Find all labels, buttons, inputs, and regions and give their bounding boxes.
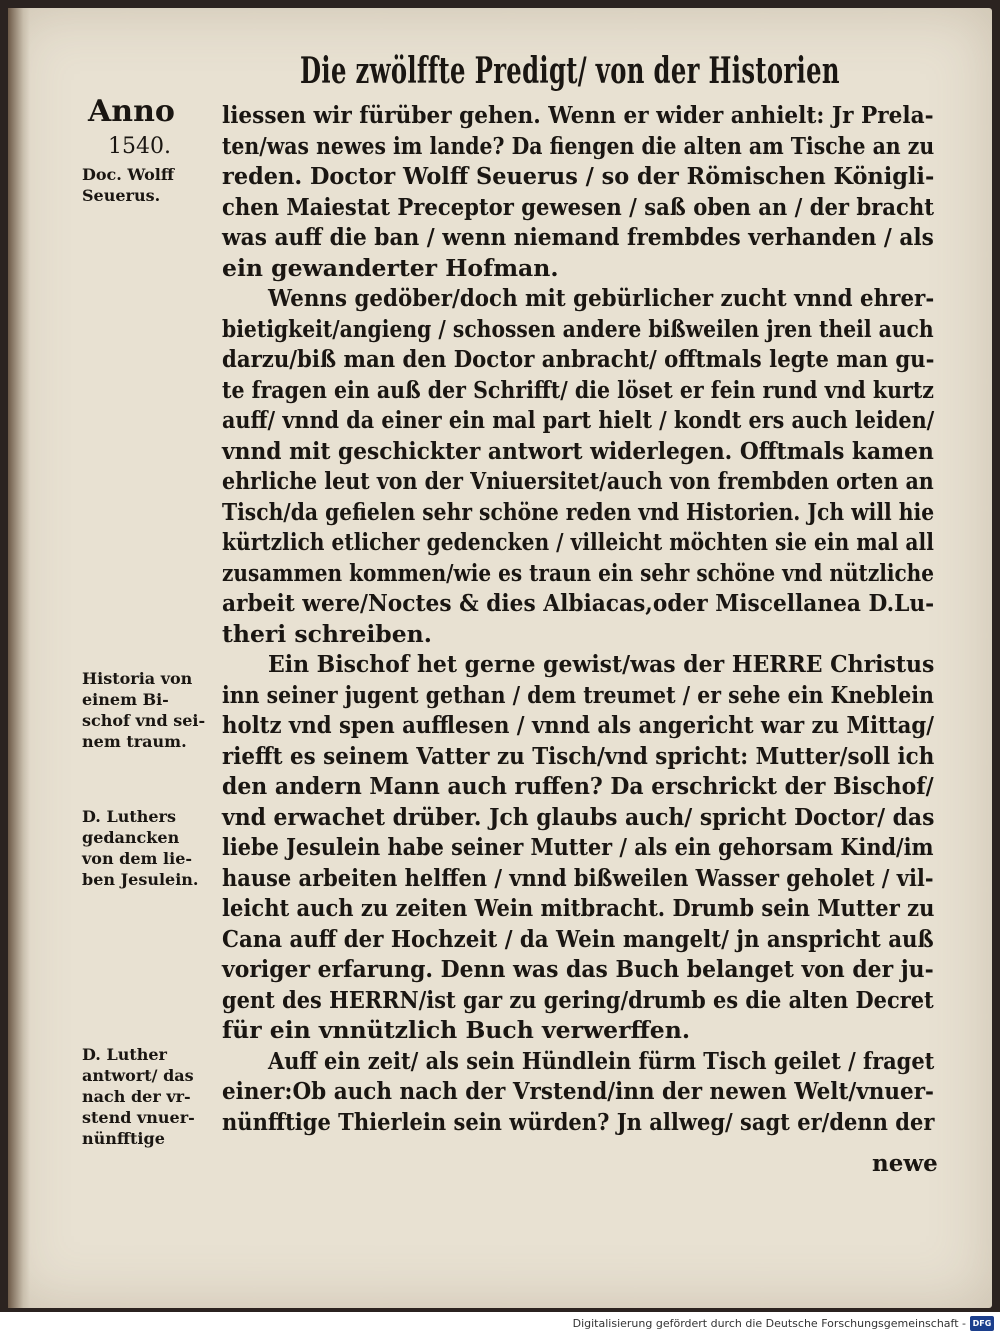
body-line: te fragen ein auß der Schrifft/ die löset er fein rund vnd kurtz [222,375,934,404]
footer-credit: Digitalisierung gefördert durch die Deutsche Forschungsgemeinschaft - [572,1317,966,1330]
body-line: vnnd mit geschickter antwort widerlegen. Offtmals kamen [222,436,934,465]
margin-note: Doc. Wolff Seuerus. [82,165,174,205]
body-line: chen Maiestat Preceptor gewesen / saß oben an / der bracht [222,192,934,221]
body-line: leicht auch zu zeiten Wein mitbracht. Drumb sein Mutter zu [222,894,935,922]
body-line: liessen wir fürüber gehen. Wenn er wider anhielt: Jr Prela- [222,101,934,129]
body-line: kürtzlich etlicher gedencken / villeicht möchten sie ein mal all [222,528,934,556]
margin-note: D. Luthers gedancken von dem lie- ben Jesulein. [82,807,199,889]
margin-note: Historia von einem Bi- schof vnd sei- nem traum. [82,669,206,751]
body-line: arbeit were/Noctes & dies Albiacas,oder Miscellanea D.Lu- [222,589,935,617]
body-line: reden. Doctor Wolff Seuerus / so der Römischen Königli- [222,162,935,190]
body-line: theri schreiben. [222,619,432,648]
margin-note: D. Luther antwort/ das nach der vr- stend vnuer- nünfftige [82,1045,195,1148]
body-line: gent des HERRN/ist gar zu gering/drumb es die alten Decret [222,985,934,1014]
body-line: Auff ein zeit/ als sein Hündlein fürm Tisch geilet / fraget [268,1046,935,1075]
body-line: voriger erfarung. Denn was das Buch belanget von der ju- [222,955,934,983]
footer-bar [0,1312,1000,1337]
body-line: Ein Bischof het gerne gewist/was der HERRE Christus [268,650,935,678]
body-line: hause arbeiten helffen / vnnd bißweilen Wasser geholet / vil- [222,863,934,892]
body-line: was auff die ban / wenn niemand frembdes verhanden / als [222,223,934,251]
body-line: auff/ vnnd da einer ein mal part hielt / kondt ers auch leiden/ [222,406,935,434]
body-line: Tisch/da gefielen sehr schöne reden vnd Historien. Jch will hie [222,497,935,526]
body-line: vnd erwachet drüber. Jch glaubs auch/ spricht Doctor/ das [222,802,935,831]
dfg-logo: DFG [970,1316,994,1331]
body-line: für ein vnnützlich Buch verwerffen. [222,1016,691,1044]
body-line: bietigkeit/angieng / schossen andere bißweilen jren theil auch [222,314,934,343]
margin-anno: Anno [88,94,175,129]
body-line: nünfftige Thierlein sein würden? Jn allweg/ sagt er/denn der [222,1107,935,1136]
page-fold-shadow [8,8,30,1308]
margin-year: 1540. [108,134,171,159]
body-line: Cana auff der Hochzeit / da Wein mangelt/ jn anspricht auß [222,924,934,953]
body-line: ein gewanderter Hofman. [222,253,559,282]
body-line: ten/was newes im lande? Da fiengen die alten am Tische an zu [222,131,935,160]
body-line: den andern Mann auch ruffen? Da erschrickt der Bischof/ [222,772,934,800]
body-line: riefft es seinem Vatter zu Tisch/vnd spricht: Mutter/soll ich [222,741,935,770]
body-line: zusammen kommen/wie es traun ein sehr schöne vnd nützliche [222,558,935,587]
body-line: ehrliche leut von der Vniuersitet/auch von frembden orten an [222,467,934,495]
body-line: Wenns gedöber/doch mit gebürlicher zucht vnnd ehrer- [268,284,935,312]
page-header: Die zwölffte Predigt/ von der Historien [300,50,840,92]
body-line: inn seiner jugent gethan / dem treumet / er sehe ein Kneblein [222,680,934,709]
body-line: einer:Ob auch nach der Vrstend/inn der newen Welt/vnuer- [222,1077,934,1105]
body-line: darzu/biß man den Doctor anbracht/ offtmals legte man gu- [222,345,935,373]
catchword: newe [872,1150,938,1177]
body-line: liebe Jesulein habe seiner Mutter / als ein gehorsam Kind/im [222,833,934,861]
body-line: holtz vnd spen aufflesen / vnnd als angericht war zu Mittag/ [222,711,934,739]
